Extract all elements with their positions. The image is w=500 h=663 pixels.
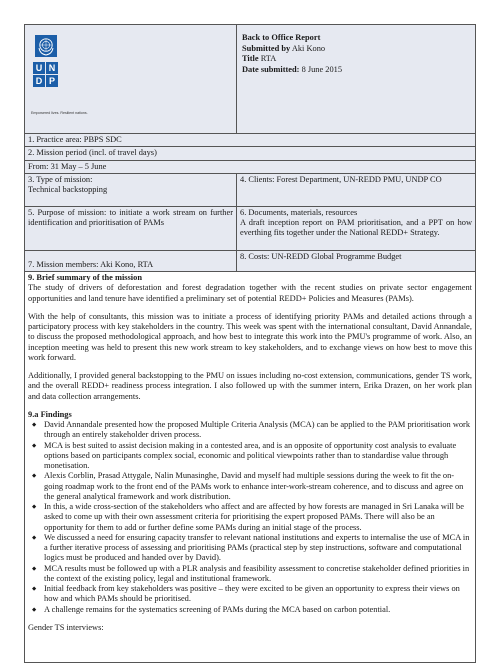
practice-area: 1. Practice area: PBPS SDC (28, 135, 122, 144)
finding-item: ◆ David Annandale presented how the proposed Multiple Criteria Analysis (MCA) can be applied to the PAM prioritisation work through an entirely stakeholder driven process. (28, 420, 472, 441)
report-form (24, 24, 476, 663)
finding-item: ◆ A challenge remains for the systematics screening of PAMs during the MCA based on carbon potential. (28, 605, 472, 615)
documents-label: 6. Documents, materials, resources (240, 207, 358, 217)
mission-period-value: From: 31 May – 5 June (28, 161, 107, 171)
logo-letter: P (46, 75, 58, 87)
logo-letter: U (33, 62, 45, 74)
summary-heading: 9. Brief summary of the mission (28, 273, 142, 282)
finding-item: ◆ In this, a wide cross-section of the stakeholders who affect and are affected by how forests are managed in Sri Lanaka will be asked to come up with their own assessment criteria for prioritising the expert proposed PAMs. There will also be an opportunity for them to add or further define some PAMs during an initial stage of the process. (28, 502, 472, 533)
purpose-members-col (25, 207, 237, 271)
role-label: Title (242, 54, 259, 63)
report-header (24, 24, 476, 134)
finding-item: ◆ MCA is best suited to assist decision making in a contested area, and is an opposite of opportunity cost analysis to evaluate options based on participants complex social, economic and political viewpoints rather than to standardise value through monetisation. (28, 441, 472, 472)
mission-members: 7. Mission members: Aki Kono, RTA (28, 259, 154, 269)
mission-type-value: Technical backstopping (28, 185, 108, 194)
documents-costs-col (237, 207, 475, 271)
type-clients-row (24, 174, 476, 207)
gender-interviews-label: Gender TS interviews: (28, 622, 104, 632)
summary-paragraph: With the help of consultants, this mission was to initiate a process of identifying priority PAMs and detailed actions through a participatory process with key stakeholders in the country. This week was spent with the international consultant, David Annandale, to discuss the proposed methodological approach, and how best to integrate this work into the PMU's programme of work. Also, an inception meeting was held to present this new work stream to key stakeholders, and to exchange views on how best to move this work forward. (28, 311, 472, 362)
clients: 4. Clients: Forest Department, UN-REDD PMU, UNDP CO (240, 174, 442, 184)
submitted-label: Submitted by (242, 43, 291, 53)
mission-period-row (24, 147, 476, 174)
mission-summary (24, 272, 476, 663)
costs: 8. Costs: UN-REDD Global Programme Budget (240, 251, 402, 261)
submitted-value: Aki Kono (291, 43, 326, 53)
finding-item: ◆ MCA results must be followed up with a PLR analysis and feasibility assessment to concretise stakeholder defined priorities in the context of the existing policy, legal and institutional framework. (28, 564, 472, 585)
report-meta (237, 25, 475, 133)
date-value: 8 June 2015 (301, 64, 343, 74)
mission-type-label: 3. Type of mission: (28, 174, 93, 184)
date-label: Date submitted: (242, 64, 300, 74)
purpose: 5. Purpose of mission: to initiate a work stream on further identification and prioritisation of PAMs (25, 207, 236, 251)
purpose-documents-row (24, 207, 476, 271)
summary-paragraph: The study of drivers of deforestation and forest degradation together with the recent studies on private sector engagement opportunities and land tenure have identified a preliminary set of potential REDD+ Policies and Measures (PAMs). (28, 283, 472, 303)
findings-heading: 9.a Findings (28, 409, 72, 419)
documents-cell (237, 207, 475, 251)
un-emblem-icon (35, 35, 57, 57)
mission-period-label: 2. Mission period (incl. of travel days) (25, 147, 475, 160)
documents-value: A draft inception report on PAM prioritisation, and a PPT on how everthing fits together under the National REDD+ Strategy. (240, 218, 472, 238)
findings-list (28, 420, 472, 615)
role-value: RTA (260, 54, 277, 63)
practice-area-row (24, 134, 476, 147)
summary-paragraph: Additionally, I provided general backstopping to the PMU on issues including no-cost extension, communications, gender TS work, and the overall REDD+ readiness process integration. I also followed up with the summer intern, Erika Drazen, on her work plan and data collection arrangements. (28, 371, 472, 401)
finding-item: ◆ We discussed a need for ensuring capacity transfer to relevant national institutions and experts to internalise the use of MCA in a further iterative process of assessing and prioritising PAMs (practical step by step instructions, software and computational logics must be produced and handed over by David). (28, 533, 472, 564)
logo-letter: N (46, 62, 58, 74)
logo-tagline: Empowered lives. Resilient nations. (31, 111, 88, 115)
logo-letter: D (33, 75, 45, 87)
undp-letters (33, 62, 59, 87)
finding-item: ◆ Initial feedback from key stakeholders was positive – they were excited to be given an opportunity to express their views on how and which PAMs should be prioritised. (28, 584, 472, 605)
finding-item: ◆ Alexis Corblin, Prasad Attygale, Nalin Munasinghe, David and myself had multiple sessions during the week to fit the on-going roadmap work to the front end of the PAMs work to enhance inter-work-stream coherence, and to discuss and agree on the general analytical framework and work distribution. (28, 471, 472, 502)
mission-type-cell (25, 174, 237, 206)
report-title: Back to Office Report (242, 33, 321, 42)
undp-logo (31, 35, 88, 115)
logo-cell (25, 25, 237, 133)
